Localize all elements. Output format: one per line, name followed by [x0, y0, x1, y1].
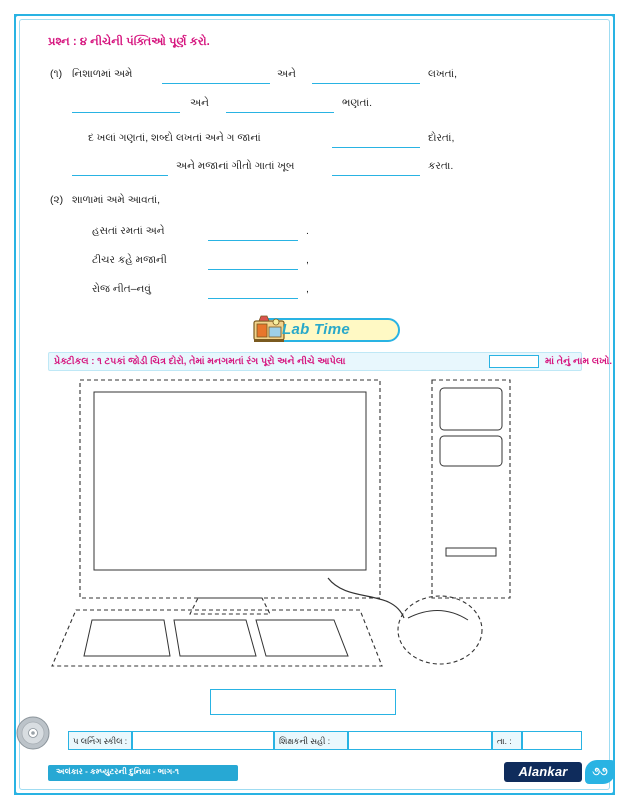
answer-blank-9[interactable] — [208, 256, 298, 270]
lab-time-banner — [228, 318, 400, 344]
practical-instruction-text-after: માં તેનું નામ લખો. — [545, 356, 613, 367]
keyboard-key-block-1 — [84, 620, 170, 656]
corner-mark-top-left — [14, 14, 26, 26]
mouse-outline — [398, 596, 482, 664]
date-label: તા. : — [492, 731, 522, 750]
page-number-badge: ૭૭ — [585, 760, 615, 784]
question-heading: પ્રશ્ન : ૪ નીચેની પંક્તિઓ પૂર્ણ કરો. — [48, 36, 210, 48]
corner-mark-bottom-right — [603, 783, 615, 795]
item-1-line-2-part-1: અને — [190, 97, 209, 109]
practical-answer-box[interactable] — [489, 355, 539, 368]
cpu-cabinet-outline — [432, 380, 510, 598]
item-1-line-4-part-2: કરતા. — [428, 160, 454, 172]
keyboard-key-block-3 — [256, 620, 348, 656]
item-1-line-1-part-2: અને — [277, 68, 296, 80]
answer-blank-10[interactable] — [208, 285, 298, 299]
learning-skill-label: પ લર્નિગ સ્કીલ : — [68, 731, 132, 750]
lab-time-label: Lab Time — [282, 321, 350, 338]
monitor-outline — [80, 380, 380, 598]
cpu-drive-bay-2 — [440, 436, 502, 466]
item-1-line-3-part-1: દ ખલાં ગણતાં, શબ્દો લખતાં અને ગ જાનાં — [88, 132, 261, 144]
item-1-line-4-part-1: અને મજાનાં ગીતો ગાતાં ખૂબ — [176, 160, 295, 172]
lab-equipment-icon — [252, 314, 286, 344]
item-1-line-1-part-1: નિશાળમાં અમે — [72, 68, 133, 80]
answer-blank-3[interactable] — [72, 99, 180, 113]
item-2-line-2-part-1: હસતાં રમતાં અને — [92, 225, 165, 237]
answer-blank-6[interactable] — [72, 162, 168, 176]
item-2-line-4-part-1: રોજ નીત–નવું — [92, 283, 151, 295]
item-1-line-2-part-2: ભણતાં. — [342, 97, 373, 109]
item-1-line-3-part-2: દોરતાં, — [428, 132, 455, 144]
item-2-line-3-part-2: , — [306, 254, 309, 266]
keyboard-outline — [52, 610, 382, 666]
answer-blank-2[interactable] — [312, 70, 420, 84]
corner-mark-top-right — [603, 14, 615, 26]
cd-disc-icon — [16, 716, 50, 750]
item-2-line-3-part-1: ટીચર કહે મજાની — [92, 254, 167, 266]
item-2-number: (૨) — [50, 194, 64, 206]
computer-drawing-area — [48, 378, 582, 678]
answer-blank-4[interactable] — [226, 99, 334, 113]
item-2-line-1: શાળામાં અમે આવતાં, — [72, 194, 161, 206]
answer-blank-5[interactable] — [332, 134, 420, 148]
item-1-line-1-part-3: લખતાં, — [428, 68, 458, 80]
monitor-screen-outline — [94, 392, 366, 570]
monitor-stand-outline — [190, 598, 270, 614]
drawing-name-box[interactable] — [210, 689, 396, 715]
teacher-sign-label: શિક્ષકની સહી : — [274, 731, 348, 750]
corner-mark-bottom-left — [14, 783, 26, 795]
practical-instruction-text: પ્રેક્ટીકલ : ૧ ટપકાં જોડી ચિત્ર દોરો, તેમાં મનગમતાં રંગ પૂરો અને નીચે આપેલા — [54, 356, 346, 367]
item-1-number: (૧) — [50, 68, 63, 80]
item-2-line-2-part-2: . — [306, 225, 309, 237]
footer-chapter-text: અલંકાર - કમ્પ્યુટરની દુનિયા - ભાગ-૧ — [56, 767, 180, 776]
date-value[interactable] — [522, 731, 582, 750]
teacher-sign-value[interactable] — [348, 731, 492, 750]
item-2-line-4-part-2: , — [306, 283, 309, 295]
answer-blank-7[interactable] — [332, 162, 420, 176]
mouse-button-divider — [408, 610, 468, 620]
brand-logo: Alankar — [504, 762, 582, 782]
answer-blank-8[interactable] — [208, 227, 298, 241]
answer-blank-1[interactable] — [162, 70, 270, 84]
cpu-front-slot — [446, 548, 496, 556]
learning-skill-value[interactable] — [132, 731, 274, 750]
cpu-drive-bay-1 — [440, 388, 502, 430]
keyboard-key-block-2 — [174, 620, 256, 656]
